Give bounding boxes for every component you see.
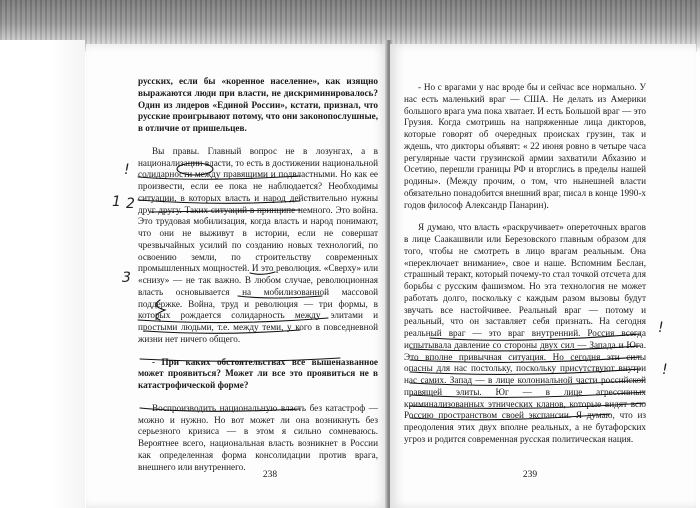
margin-mark-exclaim-right-2: !: [662, 362, 668, 378]
page-number-right: 239: [522, 470, 538, 480]
margin-mark-3: 3: [122, 270, 131, 286]
left-paragraph-2: Воспроизводить национальную власть без катастроф — можно и нужно. Но вот может ли она возникнуть без серьезного кризиса — в этом я сильно сомневаюсь. Вероятнее всего, национальная власть возникнет в России как определенная форма консолидации против врага, внешнего или внутреннего.: [138, 402, 378, 472]
left-question: - При каких обстоятельствах все вышеназванное может проявиться? Может ли все это проявиться не в катастрофической форме?: [138, 356, 378, 390]
margin-mark-exclaim: !: [124, 162, 130, 178]
right-page-text: [404, 82, 646, 446]
right-page: [390, 44, 696, 508]
right-paragraph-2: Я думаю, что власть «раскручивает» опереточных врагов в лице Саакашвили или Березовского главным образом для того, чтобы не смотреть в лицо врагам реальным. Она «переключает внимание», свое и наше. Вспомним Беслан, страшный теракт, который почему-то стал точкой отсчета для борьбы с русским фашизмом. Но эта технология не может работать долго, поскольку с каждым разом вызовы будут звучать все настойчивее. Реальный враг — потому и реальный, что он заставляет себя признать. На сегодня реальный враг — это враг внутренний. Россия всегда испытывала давление со стороны двух сил — Запада и Юга. Это вполне привычная ситуация. Но сегодня эти силы опасны для нас постольку, поскольку присутствуют внутри нас самих. Запад — в лице колониальной части российской правящей элиты. Юг — в лице агрессивных криминализованных этнических кланов, которые видят всю Россию пространством своей экспансии. Я думаю, что из преодоления этих двух вполне реальных, а не бутафорских угроз и родится современная русская политическая нация.: [404, 222, 646, 444]
page-number-left: 238: [262, 470, 278, 480]
scanner-margin-left: [0, 40, 85, 508]
left-page: [86, 44, 388, 508]
margin-mark-2: 2: [126, 196, 135, 212]
left-paragraph-1: Вы правы. Главный вопрос не в лозунгах, а в национализации власти, то есть в достижении национальной солидарности между правящими и подвластными. Но как ее произвести, если ее пока не наблюдается? Необходимы ситуации, в которых власть и народ действительно нужны друг другу. Таких ситуаций в принципе немного. Это война. Это трудовая мобилизация, когда власть и народ понимают, что они не выживут в истории, если не совершат чрезвычайных усилий по созданию новых технологий, по освоению земли, по строительству современных промышленных мощностей. И это революция. «Сверху» или «снизу» — не так важно. В любом случае, революционная власть основывается на мобилизованной массовой поддержке. Война, труд и революция — три формы, в которых рождается солидарность между элитами и простыми людьми, т.е. между теми, у кого в повседневной жизни нет ничего общего.: [138, 145, 378, 344]
margin-mark-exclaim-right-1: !: [658, 320, 664, 336]
right-paragraph-1: - Но с врагами у нас вроде бы и сейчас все нормально. У нас есть маленький враг — США. Не делать из Америки большого врага ума пока хватает. И есть Большой враг — это Грузия. Когда смотришь на напряженные лица дикторов, которые говорят об очередных происках грузин, так и ждешь, что дикторы объявят: « 22 июня ровно в четыре часа регулярные части грузинской армии захватили Абхазию и Осетию, перешли границы РФ и вторглись в пределы нашей родины». (Между прочим, о том, что нынешней власти обязательно понадобится внешний враг, писал в конце 1990-х годов философ Александр Панарин).: [404, 82, 646, 210]
left-intro: русских, если бы «коренное население», как изящно выражаются люди при власти, не дискриминировалось? Один из лидеров «Единой России», кстати, признал, что русские проигрывают потому, что они законопослушные, в отличие от пришельцев.: [138, 76, 378, 133]
margin-mark-1: 1: [112, 194, 121, 210]
left-page-text: [138, 76, 378, 473]
